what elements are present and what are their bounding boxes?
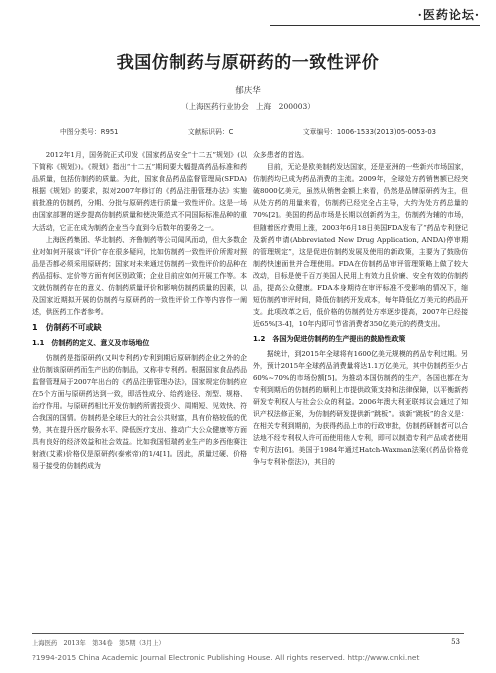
right-column [253,149,468,468]
affiliation: （上海医药行业协会 上海 200003） [181,102,315,111]
paragraph: 上海医药集团、华北制药、齐鲁制药等公司闻风而动，但大多数企业对如何开展该“评价”存在很多疑问，比如仿制药一致性评价所需对照品是否都必须采用原研药；国家对未来通过仿制药一致性评价的品种在药品招标、定价等方面有何区别政策；企业目前应如何开展工作等。本文就仿制药存在的意义、仿制药质量评价和影响仿制药质量的因素，以及国家近期拟开展的仿制药与原研药的一致性评价工作等内容作一阐述，供医药工作者参考。 [32,235,247,317]
paragraph: 目前，无论是欧美制药发达国家，还是亚洲的一些新兴市场国家，仿制药均已成为药品消费的主流。2009年，全球处方药销售额已经突破8000亿美元，虽然从销售金额上来看，仍然是品牌原研药为主，但从处方药的用量来看，仿制药已经完全占主导，大约为处方药总量的70%[2]。美国的药品市场是长期以创新药为主，仿制药为辅的市场，但随着医疗费用上涨，2003年6月18日美国FDA发布了“药品专利登记及新药申请(Abbreviated New Drug Application, ANDA)停审期的管理规定”，这是促进仿制药发展及使用的新政策，主要为了鼓励仿制药快速面世并合理使用。FDA在仿制药品审评管理策略上做了较大改动，目标是使千百万美国人民用上有效力且价廉、安全有效的仿制药品，提高公众健康。FDA本身期待在审评标准不受影响的情况下，缩短仿制药审评时间，降低仿制药开发成本，每年降低亿万美元的药品开支。此项改革之后，低价格的仿制药处方率逐步提高，2007年已经接近65%[3-4]，10年内即可节省消费者350亿美元的药费支出。 [253,163,468,329]
document-code: 文献标识码：C [187,128,234,136]
left-column [32,149,247,472]
article-title: 我国仿制药与原研药的一致性评价 [116,53,380,73]
paragraph: 众多患者的首选。 [253,151,309,159]
article-id: 文章编号：1006-1533(2013)05-0053-03 [302,128,436,136]
subsection-heading: 1.2 各国为促进仿制药的生产提出的鼓励性政策 [253,335,406,344]
subsection-heading: 1.1 仿制药的定义、意义及市场地位 [32,339,150,348]
author: 郁庆华 [235,86,261,96]
classification-code: 中图分类号：R951 [60,128,119,136]
copyright-notice: ?1994-2015 China Academic Journal Electronic Publishing House. All rights reserved. http://www.cnki.net [32,653,420,662]
article-meta [60,126,436,136]
footer-rule [32,633,464,634]
journal-info: 上海医药 2013年 第34卷 第5期（3月上） [32,640,165,647]
paragraph: 仿制药是指原研药(又叫专利药)专利到期后原研制药企业之外的企业仿制该原研药而生产出的仿制品，又称非专利药。根据国家食品药品监督管理局于2007年出台的《药品注册管理办法》，国家规定仿制药应在5个方面与原研药达到一致，即活性成分、给药途径、剂型、规格、治疗作用。与原研药相比开发仿制药所需投资少、周期短、见效快、符合我国的国情。仿制药是全球巨大的社会公共财富，具有价格较低的优势，其在提升医疗服务水平、降低医疗支出、推动广大公众健康等方面具有良好的经济效益和社会效益。比如我国恒瑞药业生产的多西他赛注射液(艾素)价格仅是原研药(泰索帝)的1/4[1]。因此，质量过硬、价格易于接受的仿制药成为 [32,353,247,471]
section-label: ·医药论坛· [417,8,480,22]
header-rule [270,25,480,26]
page-number: 53 [451,638,460,646]
paragraph: 2012年1月，国务院正式印发《国家药品安全“十二五”规划》(以下简称《规划》)。《规划》指出“十二五”期间要大幅提高药品标准和药品质量，包括仿制药的质量。为此，国家食品药品监督管理局(SFDA)根据《规划》的要求，拟对2007年修订的《药品注册管理办法》实施前批准的仿制药，分期、分批与原研药进行质量一致性评价。这是一场由国家部署的逐步提高仿制药质量和使决策范式不同国际标准品种的重大活动，它正在成为制药企业当今直到今后数年的要务之一。 [32,151,247,232]
paragraph: 据统计，到2015年全球将有1600亿美元规模的药品专利过期。另外，预计2015年全球药品消费量将达1.1万亿美元，其中仿制药至少占60%~70%的市场份额[5]。为推动本国仿制药的生产，各国也都在为专利到期后的仿制药的顺利上市提供政策支持和法律保障，以平衡新药研发专利权人与社会公众的利益。2006年澳大利亚联邦议会通过了知识产权法修正案，为仿制药研发提供新“跳板”。该新“跳板”的含义是：在相关专利到期前，为获得药品上市的行政审批，仿制药研制者可以合法地不经专利权人许可而使用他人专利，即可以制造专利产品或者使用专利方法[6]。美国于1984年通过Hatch-Waxman法案(《药品价格竞争与专利补偿法》)，其目的 [253,349,468,467]
section-heading: 1 仿制药不可或缺 [32,323,102,333]
